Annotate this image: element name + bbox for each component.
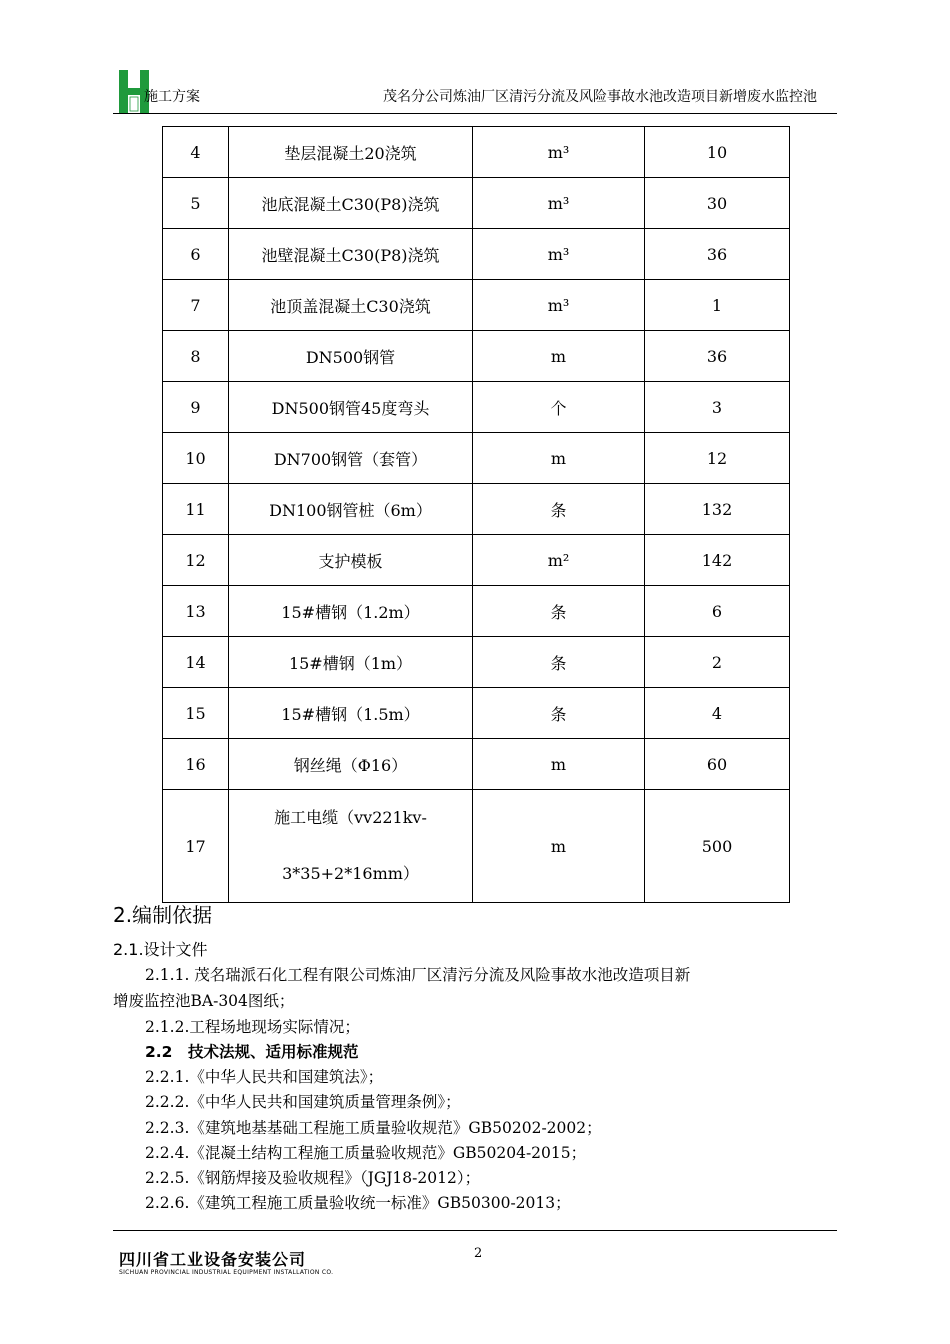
table-row (163, 178, 790, 229)
item-2-2-2: 2.2.2.《中华人民共和国建筑质量管理条例》； (145, 1093, 461, 1111)
footer-company-english: SICHUAN PROVINCIAL INDUSTRIAL EQUIPMENT INSTALLATION CO. (119, 1269, 334, 1276)
table-row (163, 331, 790, 382)
item-name: 垫层混凝土20浇筑 (229, 127, 473, 178)
row-number: 17 (163, 790, 229, 903)
item-2-2-3: 2.2.3.《建筑地基基础工程施工质量验收规范》GB50202-2002； (145, 1119, 602, 1137)
row-number: 7 (163, 280, 229, 331)
row-number: 9 (163, 382, 229, 433)
item-name: DN500钢管45度弯头 (229, 382, 473, 433)
item-2-1-1-line1: 2.1.1. 茂名瑞派石化工程有限公司炼油厂区清污分流及风险事故水池改造项目新 (145, 966, 691, 984)
row-number: 8 (163, 331, 229, 382)
table-row (163, 382, 790, 433)
row-number: 11 (163, 484, 229, 535)
footer-divider (113, 1230, 837, 1231)
table-row (163, 739, 790, 790)
item-name-line1: 施工电缆（vv221kv- (274, 808, 427, 827)
item-2-2-5: 2.2.5.《钢筋焊接及验收规程》（JGJ18-2012）； (145, 1169, 481, 1187)
item-unit: m (473, 739, 645, 790)
header-divider (113, 113, 837, 114)
item-quantity: 36 (645, 331, 790, 382)
row-number: 16 (163, 739, 229, 790)
section-2-1-title: 2.1.设计文件 (113, 940, 208, 959)
table-row (163, 790, 790, 903)
item-2-2-6: 2.2.6.《建筑工程施工质量验收统一标准》GB50300-2013； (145, 1194, 571, 1212)
item-quantity: 142 (645, 535, 790, 586)
item-quantity: 10 (645, 127, 790, 178)
item-unit: m² (473, 535, 645, 586)
table-row (163, 127, 790, 178)
item-quantity: 30 (645, 178, 790, 229)
item-unit: 条 (473, 688, 645, 739)
table-row (163, 637, 790, 688)
item-name: 池底混凝土C30(P8)浇筑 (229, 178, 473, 229)
item-name: 池壁混凝土C30(P8)浇筑 (229, 229, 473, 280)
item-name (229, 790, 473, 903)
row-number: 10 (163, 433, 229, 484)
item-name: 15#槽钢（1m） (229, 637, 473, 688)
header-project-title: 茂名分公司炼油厂区清污分流及风险事故水池改造项目新增废水监控池 (383, 89, 817, 105)
item-unit: m³ (473, 229, 645, 280)
item-unit: m (473, 790, 645, 903)
section-2-2-title: 2.2 技术法规、适用标准规范 (145, 1043, 359, 1061)
row-number: 14 (163, 637, 229, 688)
item-name: DN500钢管 (229, 331, 473, 382)
item-2-1-2: 2.1.2.工程场地现场实际情况； (145, 1018, 360, 1036)
page-number: 2 (474, 1246, 483, 1261)
item-quantity: 6 (645, 586, 790, 637)
item-name: DN100钢管桩（6m） (229, 484, 473, 535)
quantity-table (162, 126, 790, 903)
item-name: 15#槽钢（1.2m） (229, 586, 473, 637)
item-unit: m³ (473, 178, 645, 229)
item-unit: 条 (473, 586, 645, 637)
item-unit: m³ (473, 127, 645, 178)
item-quantity: 3 (645, 382, 790, 433)
item-unit: 个 (473, 382, 645, 433)
table-row (163, 586, 790, 637)
item-2-2-1: 2.2.1.《中华人民共和国建筑法》； (145, 1068, 384, 1086)
item-quantity: 2 (645, 637, 790, 688)
row-number: 13 (163, 586, 229, 637)
row-number: 5 (163, 178, 229, 229)
item-quantity: 36 (645, 229, 790, 280)
row-number: 6 (163, 229, 229, 280)
row-number: 12 (163, 535, 229, 586)
item-quantity: 500 (645, 790, 790, 903)
item-2-2-4: 2.2.4.《混凝土结构工程施工质量验收规范》GB50204-2015； (145, 1144, 587, 1162)
item-unit: 条 (473, 484, 645, 535)
item-name: 支护模板 (229, 535, 473, 586)
table-row (163, 535, 790, 586)
item-name-line2: 3*35+2*16mm） (282, 864, 419, 883)
item-unit: m (473, 433, 645, 484)
item-unit: m (473, 331, 645, 382)
table-row (163, 688, 790, 739)
footer-company-name: 四川省工业设备安装公司 (119, 1250, 307, 1269)
item-name: 池顶盖混凝土C30浇筑 (229, 280, 473, 331)
item-quantity: 132 (645, 484, 790, 535)
table-row (163, 433, 790, 484)
header-doc-type: 施工方案 (144, 89, 200, 105)
item-quantity: 1 (645, 280, 790, 331)
table-row (163, 229, 790, 280)
row-number: 15 (163, 688, 229, 739)
item-quantity: 4 (645, 688, 790, 739)
item-unit: m³ (473, 280, 645, 331)
table-row (163, 484, 790, 535)
item-name: 钢丝绳（Φ16） (229, 739, 473, 790)
row-number: 4 (163, 127, 229, 178)
item-name: 15#槽钢（1.5m） (229, 688, 473, 739)
item-name: DN700钢管（套管） (229, 433, 473, 484)
item-2-1-1-line2: 增废监控池BA-304图纸； (113, 992, 295, 1010)
table-row (163, 280, 790, 331)
item-unit: 条 (473, 637, 645, 688)
section-2-title: 2.编制依据 (113, 903, 213, 927)
item-quantity: 60 (645, 739, 790, 790)
item-quantity: 12 (645, 433, 790, 484)
